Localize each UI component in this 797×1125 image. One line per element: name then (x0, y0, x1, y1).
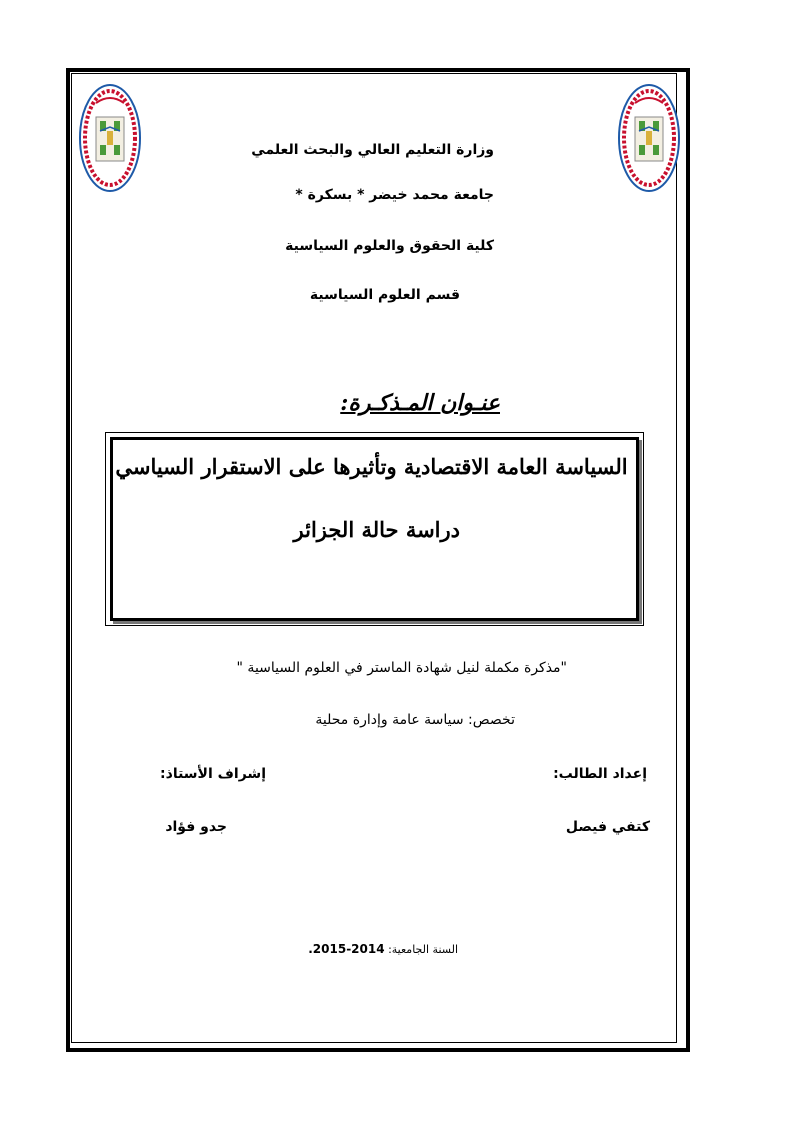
academic-year-value: 2014-2015. (308, 942, 385, 956)
specialty: تخصص: سياسة عامة وإدارة محلية (315, 712, 515, 728)
supervisor-name: جدو فؤاد (165, 819, 227, 835)
faculty-name: كلية الحقوق والعلوم السياسية (285, 238, 494, 254)
academic-year (308, 942, 458, 956)
student-name: كتفي فيصل (565, 819, 650, 835)
thesis-title: السياسة العامة الاقتصادية وتأثيرها على الاستقرار السياسي (115, 454, 628, 479)
academic-year-label: السنة الجامعية: (388, 943, 458, 956)
memo-heading: عنـوان المـذكـرة: (340, 390, 500, 416)
university-logo-right (617, 83, 681, 193)
thesis-note: "مذكرة مكملة لنيل شهادة الماستر في العلوم السياسية " (236, 660, 567, 676)
university-name: جامعة محمد خيضر * بسكرة * (295, 187, 494, 203)
ministry-name: وزارة التعليم العالي والبحث العلمي (251, 142, 494, 158)
thesis-subtitle: دراسة حالة الجزائر (293, 517, 460, 542)
university-logo-left (78, 83, 142, 193)
department-name: قسم العلوم السياسية (309, 287, 460, 303)
supervisor-label: إشراف الأستاذ: (160, 766, 266, 782)
prepared-by-label: إعداد الطالب: (553, 766, 647, 782)
